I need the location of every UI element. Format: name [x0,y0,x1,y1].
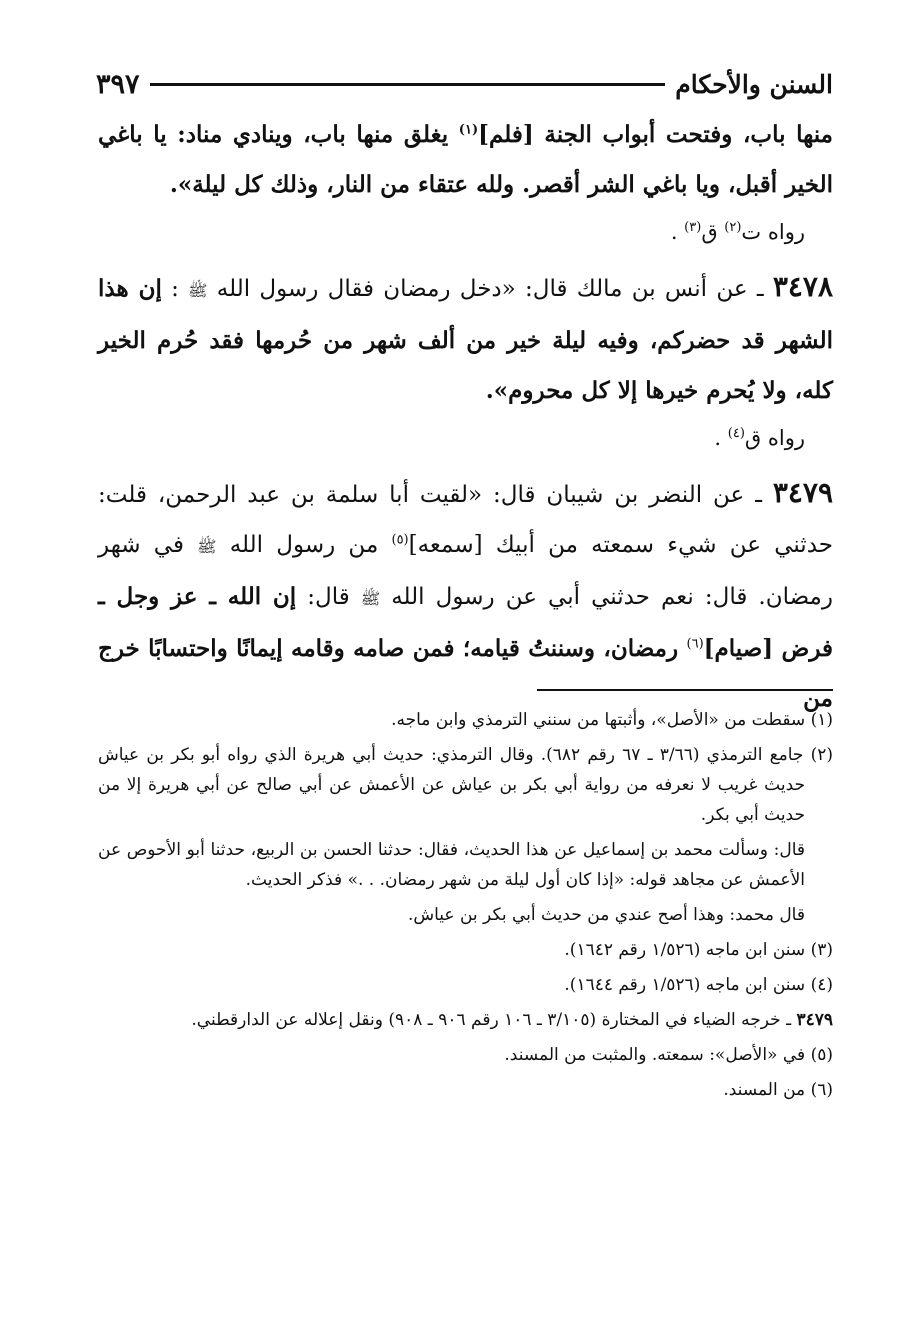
footnote-text: سنن ابن ماجه (١/٥٢٦ رقم ١٦٤٢). [564,940,811,960]
colon: : [161,276,189,302]
salawat-symbol: ﷺ [188,281,208,300]
footnote-label: (٦) [810,1080,833,1100]
footnotes [98,705,833,1110]
footnote-text: سنن ابن ماجه (١/٥٢٦ رقم ١٦٤٤). [564,975,811,995]
hadith-3479-bold-2: رمضان، وسننتُ قيامه؛ فمن صامه وقامه إيمانًا واحتسابًا خرج من [98,635,833,712]
hadith-continuation [98,110,833,210]
riwaya-suffix: . [670,220,685,244]
footnote-label: (٣) [810,940,833,960]
hadith-number-3479: ٣٤٧٩ [772,476,833,509]
footnote-label: (١) [810,710,833,730]
footnote-separator [537,689,833,691]
footnote-5 [98,1040,833,1070]
footnote-label: (٤) [810,975,833,995]
footnote-ref-4: (٤) [727,426,745,441]
riwaya-mid: ق [701,220,725,244]
footnote-3479 [98,1005,833,1035]
footnote-6 [98,1075,833,1105]
hadith-3479-part2: من رسول الله [216,532,392,558]
hadith-number-3478: ٣٤٧٨ [772,270,833,303]
page-header [96,64,833,104]
hadith-3479-part3: في شهر رمضان. قال: نعم حدثني أبي عن رسول الله [98,532,833,610]
hadith-3478-text: إن هذا الشهر قد حضركم، وفيه ليلة خير من ألف شهر من حُرمها فقد حُرم الخير كله، ولا يُحرم خيرها إلا كل محروم». [98,275,833,404]
riwaya-line-1 [98,210,805,254]
footnote-4 [98,970,833,1000]
main-text [98,110,833,724]
footnote-2 [98,740,833,830]
riwaya-prefix: رواه ت [741,220,805,244]
salawat-symbol: ﷺ [360,589,381,608]
footnote-label: (٥) [810,1045,833,1065]
hadith-3478 [98,262,833,416]
footnote-text: من المسند. [723,1080,811,1100]
footnote-2-continuation-2: قال محمد: وهذا أصح عندي من حديث أبي بكر بن عياش. [407,905,805,925]
footnote-ref-6: (٦) [686,636,704,652]
page-number: ٣٩٧ [96,68,140,100]
footnote-label: ٣٤٧٩ [796,1010,833,1030]
continuation-part-b: يغلق منها باب، وينادي مناد: يا باغي الخير أقبل، ويا باغي الشر أقصر. ولله عتقاء من النار، وذلك كل ليلة». [98,121,833,198]
footnote-ref-2: (٢) [724,220,742,235]
riwaya-prefix: رواه ق [744,426,805,450]
footnote-3 [98,935,833,965]
salawat-symbol: ﷺ [197,537,217,556]
hadith-3479-part4: قال: [296,584,361,610]
footnote-ref-3: (٣) [684,220,702,235]
hadith-3479 [98,468,833,724]
hadith-3479-intro: ـ عن النضر بن شيبان قال: «لقيت أبا سلمة بن عبد الرحمن، قلت: حدثني عن شيء سمعته من أبيك [سمعه] [98,482,834,558]
footnote-text: في «الأصل»: سمعته. والمثبت من المسند. [504,1045,811,1065]
running-title: السنن والأحكام [675,69,833,99]
footnote-label: (٢) [810,745,833,765]
footnote-text: جامع الترمذي (٣/٦٦ ـ ٦٧ رقم ٦٨٢). وقال الترمذي: حديث أبي هريرة الذي رواه أبو بكر بن عياش حديث غريب لا نعرفه من رواية أبي بكر بن عياش عن الأعمش عن أبي صالح عن أبي هريرة إلا من حديث أبي بكر. [98,745,811,825]
footnote-text: سقطت من «الأصل»، وأثبتها من سنني الترمذي وابن ماجه. [391,710,811,730]
footnote-1 [98,705,833,735]
footnote-2-continuation-1: قال: وسألت محمد بن إسماعيل عن هذا الحديث، فقال: حدثنا الحسن بن الربيع، حدثنا أبو الأحوص عن الأعمش عن مجاهد قوله: «إذا كان أول ليلة من شهر رمضان. . .» فذكر الحديث. [98,840,805,890]
footnote-text: ـ خرجه الضياء في المختارة (٣/١٠٥ ـ ١٠٦ رقم ٩٠٦ ـ ٩٠٨) ونقل إعلاله عن الدارقطني. [191,1010,797,1030]
hadith-3479-bold-1: إن الله ـ عز وجل ـ فرض [صيام] [98,583,833,662]
footnote-ref-5: (٥) [391,532,409,548]
header-rule [150,83,666,86]
riwaya-line-2 [98,416,805,460]
footnote-ref-1: (١) [458,122,479,138]
continuation-part-a: منها باب، وفتحت أبواب الجنة [فلم] [478,121,833,148]
riwaya-suffix: . [714,426,728,450]
hadith-3478-intro: ـ عن أنس بن مالك قال: «دخل رمضان فقال رسول الله [207,276,773,302]
